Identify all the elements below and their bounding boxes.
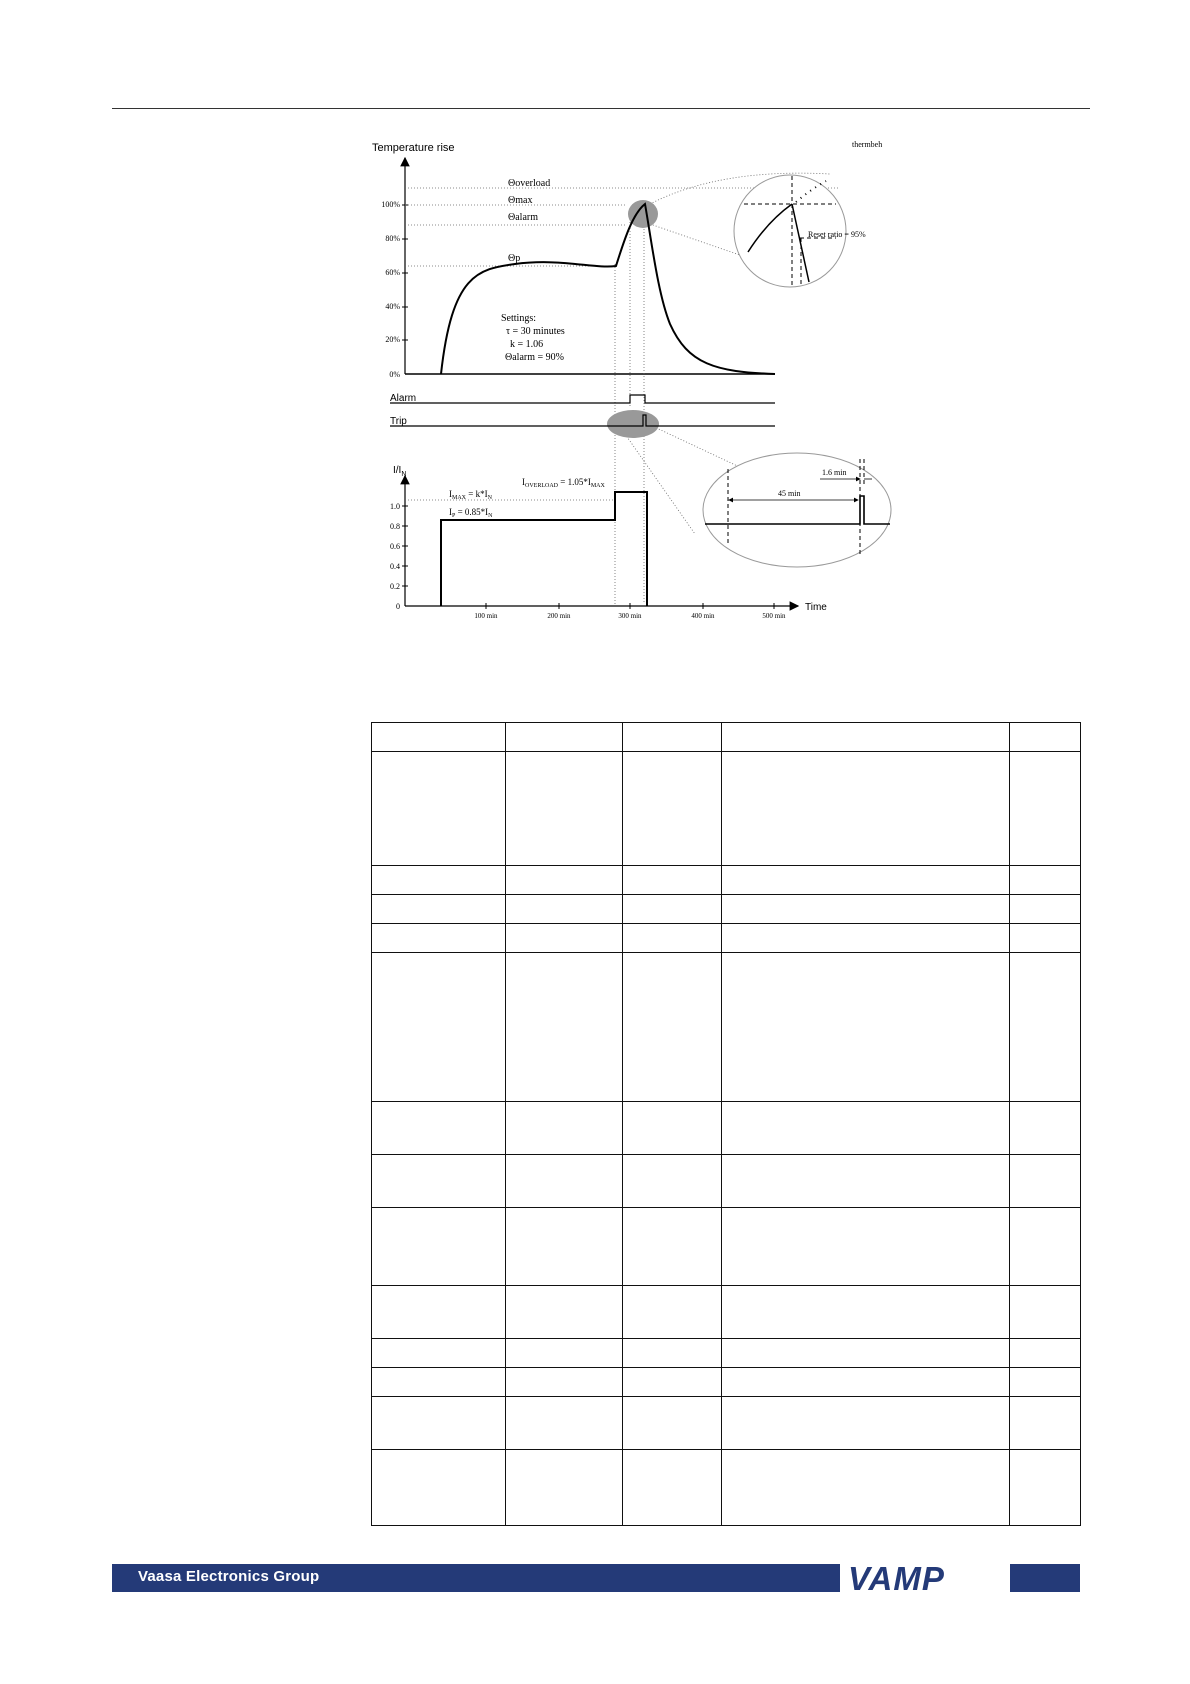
theta-overload-label: Θoverload xyxy=(508,178,551,189)
footer-bar xyxy=(112,1560,1080,1597)
current-tick-1.0: 1.0 xyxy=(390,502,400,511)
vamp-logo: VAMP xyxy=(848,1560,945,1597)
table-row xyxy=(372,924,1081,953)
current-tick-0: 0 xyxy=(396,602,400,611)
current-axis-title: $I/I_N$ xyxy=(393,465,407,478)
current-tick-0.6: 0.6 xyxy=(390,542,400,551)
current-tick-0.4: 0.4 xyxy=(390,562,400,571)
time-tick-500: 500 min xyxy=(762,612,786,620)
temp-tick-80: 80% xyxy=(385,234,400,243)
company-name: Vaasa Electronics Group xyxy=(138,1568,320,1585)
time-axis-title: Time xyxy=(805,602,827,613)
temp-tick-40: 40% xyxy=(385,302,400,311)
alarm-label: Alarm xyxy=(390,393,417,404)
temp-tick-100: 100% xyxy=(381,200,400,209)
peak-zoom-marker xyxy=(628,200,658,228)
table-row xyxy=(372,895,1081,924)
temp-tick-60: 60% xyxy=(385,268,400,277)
alarm-signal xyxy=(390,395,775,403)
table-row xyxy=(372,1208,1081,1286)
temperature-ticks xyxy=(381,200,408,379)
settings-tau: τ = 30 minutes xyxy=(506,326,565,337)
temperature-curve xyxy=(441,204,775,374)
theta-p-label: Θp xyxy=(508,253,521,264)
time-tick-400: 400 min xyxy=(691,612,715,620)
imax-label: $I_{MAX} = k*I_N$ xyxy=(449,489,492,501)
settings-block xyxy=(501,313,565,363)
temperature-axis-title: Temperature rise xyxy=(372,142,455,154)
table-row xyxy=(372,1286,1081,1339)
table-row xyxy=(372,1339,1081,1368)
trip-zoom-marker xyxy=(607,410,659,438)
settings-k: k = 1.06 xyxy=(510,339,544,350)
current-tick-0.8: 0.8 xyxy=(390,522,400,531)
thermal-behaviour-figure xyxy=(360,134,920,630)
parameter-table xyxy=(371,722,1081,1526)
settings-alarm: Θalarm = 90% xyxy=(505,352,564,363)
theta-max-label: Θmax xyxy=(508,195,533,206)
ioverload-label: $I_{OVERLOAD} = 1.05*I_{MAX}$ xyxy=(522,477,605,489)
time-tick-300: 300 min xyxy=(618,612,642,620)
temp-tick-20: 20% xyxy=(385,335,400,344)
reset-ratio-zoom xyxy=(734,175,866,287)
zoom-long-time-label: 45 min xyxy=(778,489,801,498)
table-row xyxy=(372,1368,1081,1397)
table-row xyxy=(372,866,1081,895)
table-row xyxy=(372,752,1081,866)
theta-alarm-label: Θalarm xyxy=(508,212,538,223)
current-tick-0.2: 0.2 xyxy=(390,582,400,591)
header-rule xyxy=(112,108,1090,109)
table-row xyxy=(372,953,1081,1102)
zoom-short-time-label: 1.6 min xyxy=(822,468,847,477)
table-row xyxy=(372,723,1081,752)
trip-timing-zoom xyxy=(703,453,891,567)
trip-signal xyxy=(390,415,775,426)
reset-ratio-label: Reset ratio = 95% xyxy=(808,230,866,239)
time-tick-200: 200 min xyxy=(547,612,571,620)
table-row xyxy=(372,1450,1081,1526)
settings-title: Settings: xyxy=(501,313,537,324)
table-row xyxy=(372,1155,1081,1208)
trip-label: Trip xyxy=(390,416,407,427)
temp-tick-0: 0% xyxy=(389,370,400,379)
table-row xyxy=(372,1397,1081,1450)
ip-label: $I_P = 0.85*I_N$ xyxy=(449,507,493,519)
table-row xyxy=(372,1102,1081,1155)
figure-filename: thermbeh xyxy=(852,140,883,149)
time-tick-100: 100 min xyxy=(474,612,498,620)
